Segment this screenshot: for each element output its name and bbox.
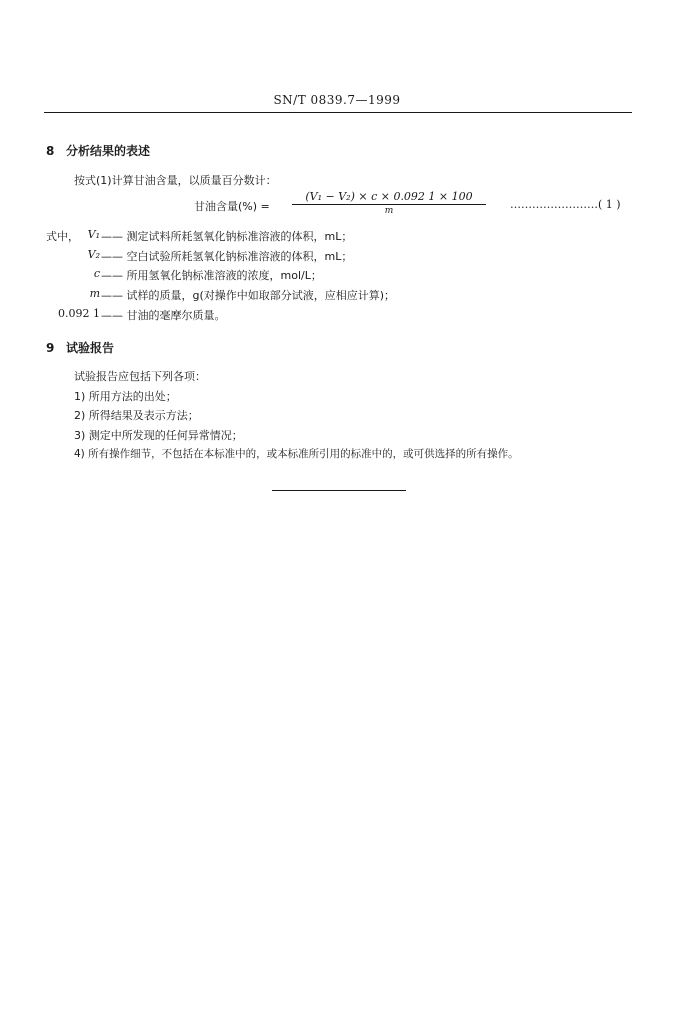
formula-denominator: m bbox=[384, 206, 394, 216]
section-8-number: 8 bbox=[46, 144, 55, 158]
definition-term: V₁ bbox=[87, 228, 100, 241]
section-9-heading bbox=[46, 339, 114, 356]
definition-term: 0.092 1 bbox=[58, 307, 100, 320]
equation-number: ……………………( 1 ) bbox=[510, 198, 621, 211]
formula-lhs: 甘油含量(%) = bbox=[194, 200, 270, 213]
definition-text: —— 所用氢氧化钠标准溶液的浓度，mol/L； bbox=[101, 269, 322, 282]
definition-term: m bbox=[89, 287, 100, 300]
section-8-heading bbox=[46, 142, 150, 159]
section-9-title: 试验报告 bbox=[66, 341, 115, 355]
end-rule bbox=[272, 490, 406, 491]
section-8-intro: 按式(1)计算甘油含量，以质量百分数计： bbox=[74, 174, 277, 187]
definition-text: —— 测定试料所耗氢氧化钠标准溶液的体积，mL； bbox=[101, 230, 353, 243]
definition-term: V₂ bbox=[87, 248, 100, 261]
list-item: 4) 所有操作细节，不包括在本标准中的，或本标准所引用的标准中的，或可供选择的所有操作。 bbox=[74, 448, 519, 460]
section-9-intro: 试验报告应包括下列各项： bbox=[74, 370, 206, 383]
where-label: 式中， bbox=[46, 230, 79, 243]
list-item: 1) 所用方法的出处； bbox=[74, 390, 177, 403]
definition-term: c bbox=[93, 267, 100, 280]
page-header: SN/T 0839.7—1999 bbox=[273, 93, 401, 107]
section-9-number: 9 bbox=[46, 341, 55, 355]
formula-fraction bbox=[292, 190, 486, 216]
list-item: 2) 所得结果及表示方法； bbox=[74, 409, 199, 422]
definition-text: —— 甘油的毫摩尔质量。 bbox=[101, 309, 226, 322]
formula-numerator: (V₁ − V₂) × c × 0.092 1 × 100 bbox=[292, 190, 486, 205]
list-item: 3) 测定中所发现的任何异常情况； bbox=[74, 429, 243, 442]
section-8-title: 分析结果的表述 bbox=[66, 144, 151, 158]
definition-text: —— 试样的质量，g(对操作中如取部分试液，应相应计算)； bbox=[101, 289, 396, 302]
definition-text: —— 空白试验所耗氢氧化钠标准溶液的体积，mL； bbox=[101, 250, 353, 263]
header-rule bbox=[44, 112, 632, 113]
